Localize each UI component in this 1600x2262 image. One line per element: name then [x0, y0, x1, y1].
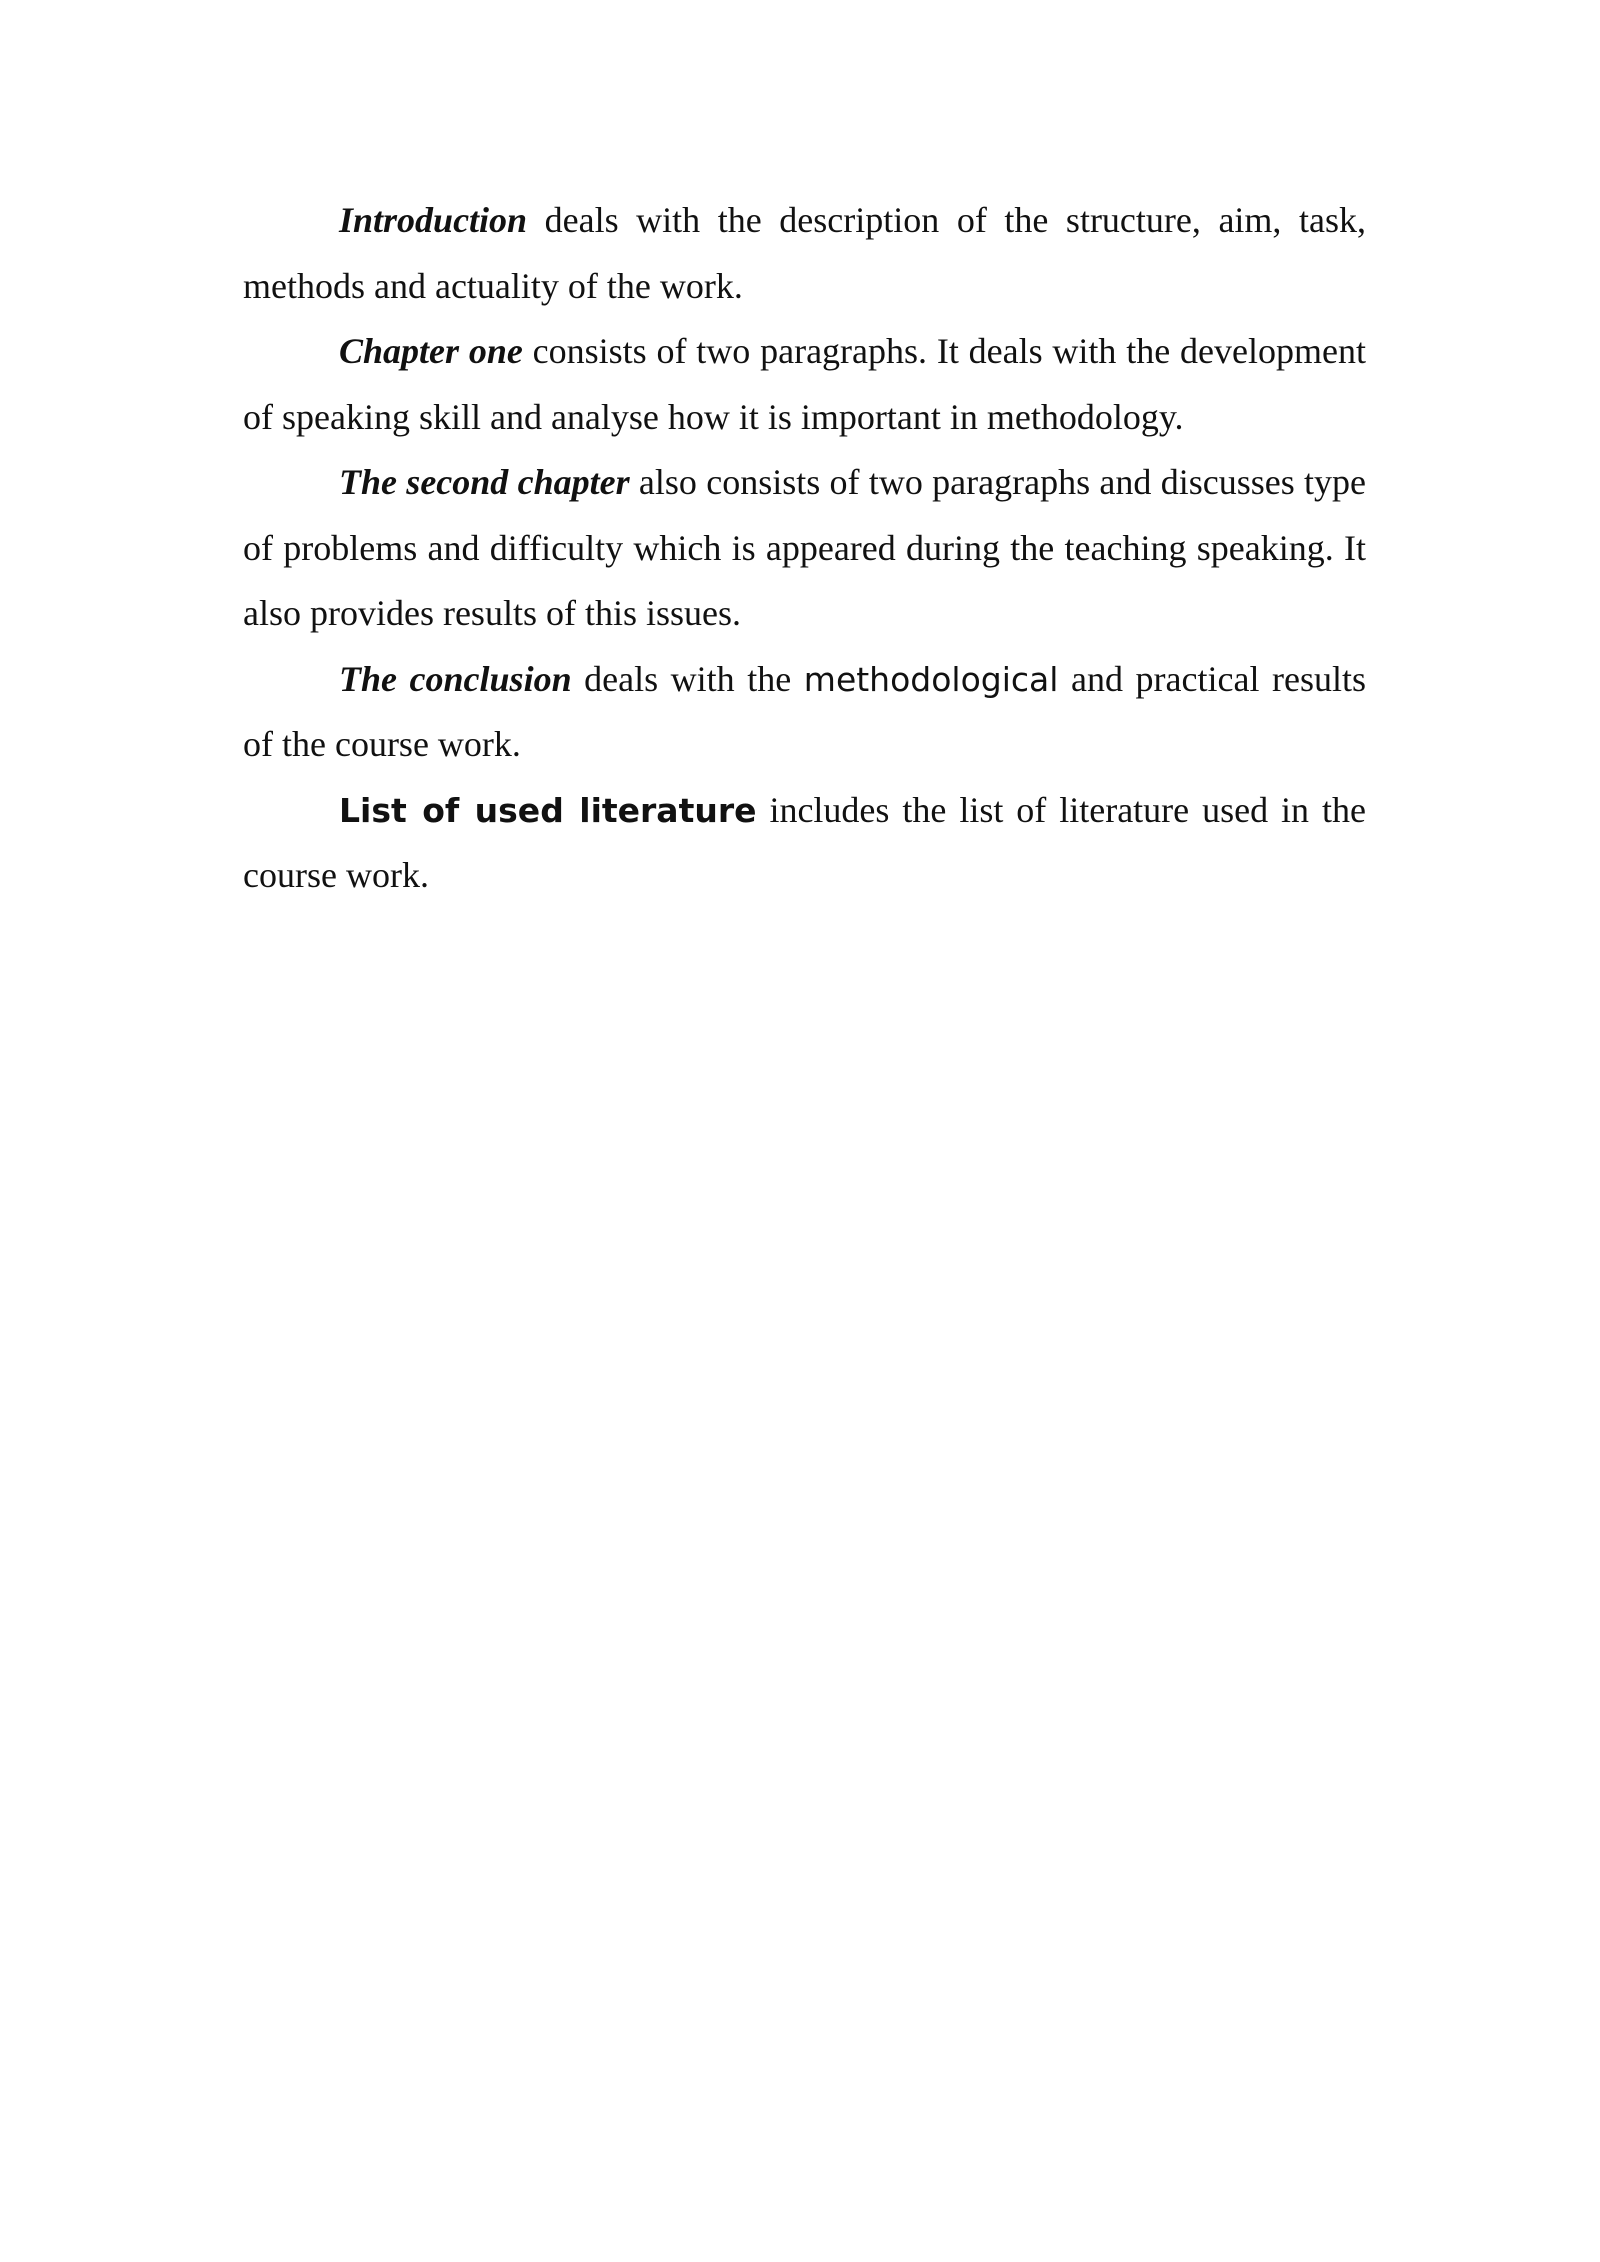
paragraph-text-second-chapter: also consists of two paragraphs and discusses type of problems and difficulty which is appeared during the teaching speaking. It also provides results of this issues.: [243, 462, 1367, 633]
paragraph-text-chapter-one: consists of two paragraphs. It deals with the development of speaking skill and analyse how it is important in methodology.: [243, 331, 1366, 437]
paragraph-lead-second-chapter: The second chapter: [339, 462, 630, 502]
paragraph-introduction: [243, 188, 1366, 319]
paragraph-conclusion: [243, 647, 1366, 778]
paragraph-text-conclusion-sans-word: methodological: [803, 659, 1059, 699]
paragraph-lead-literature: List of used literature: [339, 790, 757, 830]
paragraph-text-introduction: deals with the description of the structure, aim, task, methods and actuality of the work.: [243, 200, 1366, 306]
paragraph-text-conclusion-before: deals with the: [571, 658, 804, 699]
paragraph-lead-conclusion: The conclusion: [339, 658, 572, 699]
document-body: [243, 188, 1366, 909]
paragraph-text-literature: includes the list of literature used in the course work.: [243, 789, 1366, 895]
paragraph-lead-chapter-one: Chapter one: [339, 331, 523, 371]
paragraph-text-conclusion-after: and practical results of the course work.: [243, 658, 1366, 764]
paragraph-literature: [243, 778, 1366, 909]
paragraph-lead-introduction: Introduction: [339, 200, 528, 240]
paragraph-second-chapter: [243, 450, 1366, 647]
paragraph-chapter-one: [243, 319, 1366, 450]
